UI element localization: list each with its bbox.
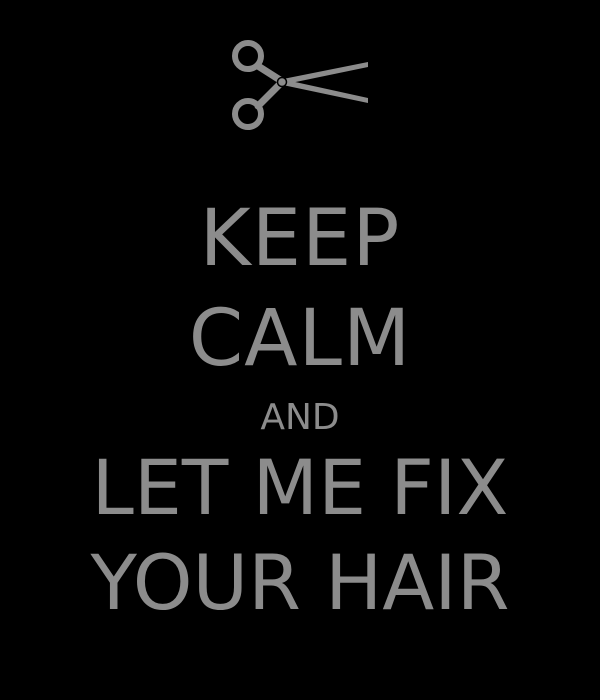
slogan-line-1: LET ME FIX (91, 443, 509, 532)
headline-calm: CALM (188, 294, 412, 384)
headline-keep: KEEP (199, 194, 401, 284)
scissors-icon (228, 40, 372, 130)
connector-and: AND (260, 397, 340, 438)
slogan-line-2: YOUR HAIR (90, 538, 510, 627)
